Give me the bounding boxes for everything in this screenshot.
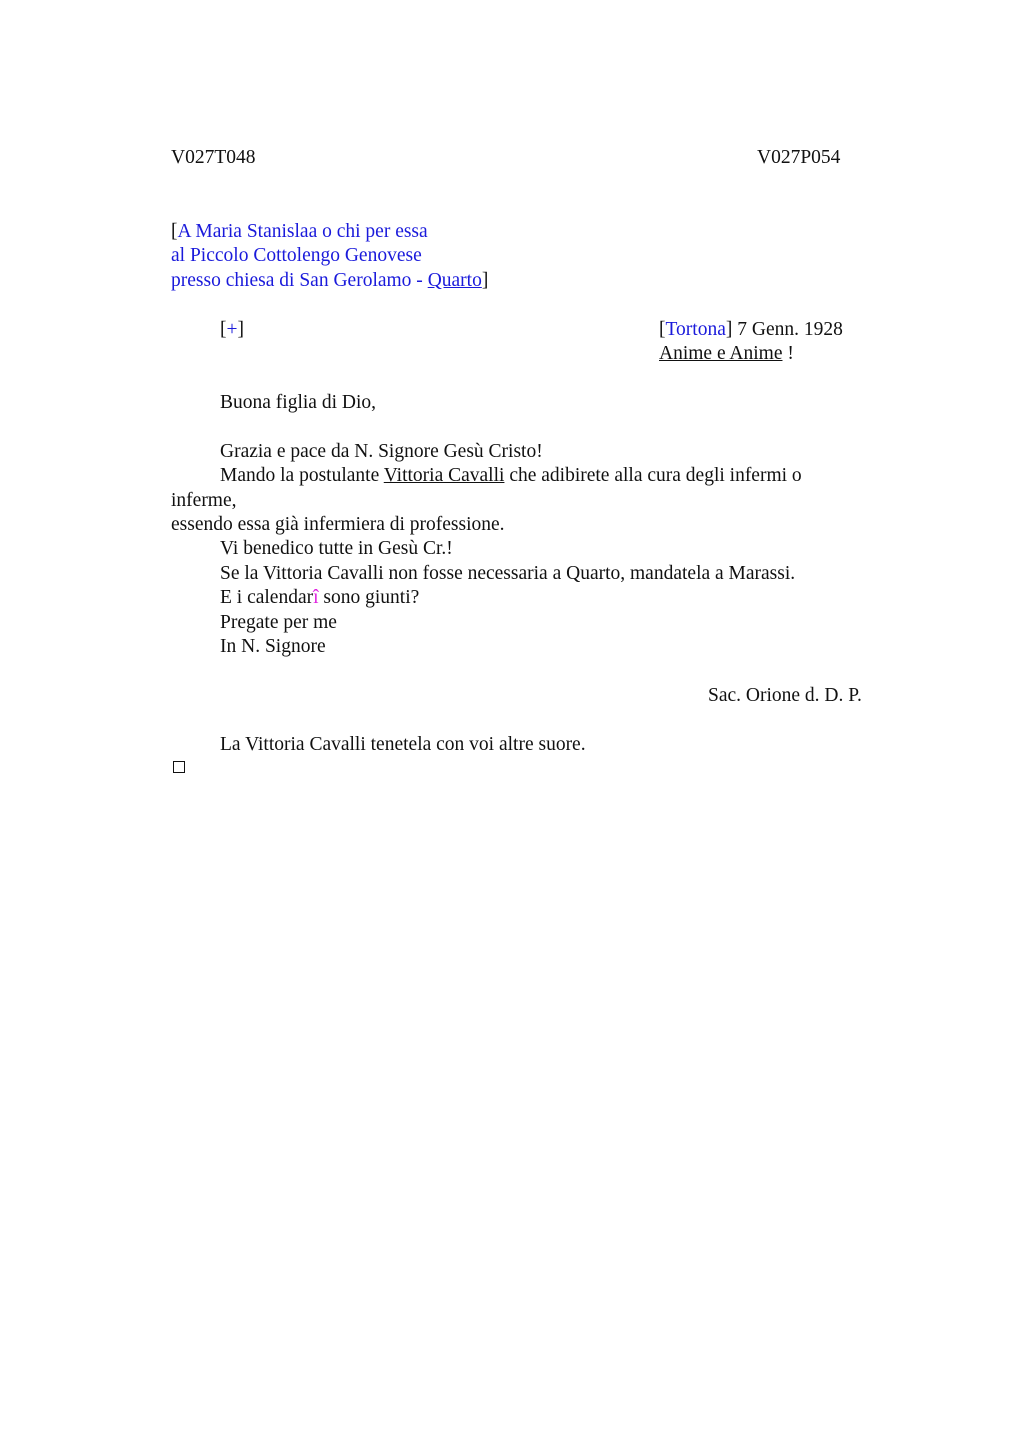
bracket-open: [ <box>171 221 178 242</box>
address-line-3 <box>171 269 488 293</box>
paragraph-1-line-2: inferme, <box>171 490 237 511</box>
paragraph-1-line-3: essendo essa già infermiera di professione. <box>171 514 505 535</box>
dateline-date: 7 Genn. 1928 <box>732 319 843 340</box>
bracket-close: ] <box>481 270 489 291</box>
dateline: [Tortona] 7 Genn. 1928 <box>659 319 843 340</box>
postscript: La Vittoria Cavalli tenetela con voi altre suore. <box>220 734 586 755</box>
paragraph-1-line-1: Mando la postulante Vittoria Cavalli che adibirete alla cura degli infermi o <box>220 465 802 486</box>
document-code-right: V027P054 <box>757 147 841 168</box>
paragraph-2: Vi benedico tutte in Gesù Cr.! <box>220 538 453 559</box>
paragraph-4: E i calendarî sono giunti? <box>220 587 420 608</box>
paragraph-3: Se la Vittoria Cavalli non fosse necessaria a Quarto, mandatela a Marassi. <box>220 563 796 584</box>
address-line-2: al Piccolo Cottolengo Genovese <box>171 245 422 266</box>
signature: Sac. Orione d. D. P. <box>708 685 862 706</box>
motto-link[interactable]: Anime e Anime <box>659 343 783 364</box>
address-recipient: A Maria Stanislaa o chi per essa <box>177 221 428 242</box>
address-church: presso chiesa di San Gerolamo - <box>171 270 428 291</box>
address-line-1 <box>171 220 428 244</box>
greeting: Buona figlia di Dio, <box>220 392 376 413</box>
dateline-place: Tortona <box>665 319 726 340</box>
blessing: Grazia e pace da N. Signore Gesù Cristo! <box>220 441 543 462</box>
cross-symbol: + <box>226 319 238 340</box>
checkbox-empty-icon <box>173 761 185 773</box>
paragraph-6: In N. Signore <box>220 636 326 657</box>
paragraph-5: Pregate per me <box>220 612 337 633</box>
document-code-left: V027T048 <box>171 147 256 168</box>
cross-mark: [+] <box>220 319 244 340</box>
motto: Anime e Anime ! <box>659 343 794 364</box>
person-name-link[interactable]: Vittoria Cavalli <box>383 465 505 486</box>
annotation-mark: î <box>313 587 319 608</box>
address-place-link[interactable]: Quarto <box>427 270 482 291</box>
